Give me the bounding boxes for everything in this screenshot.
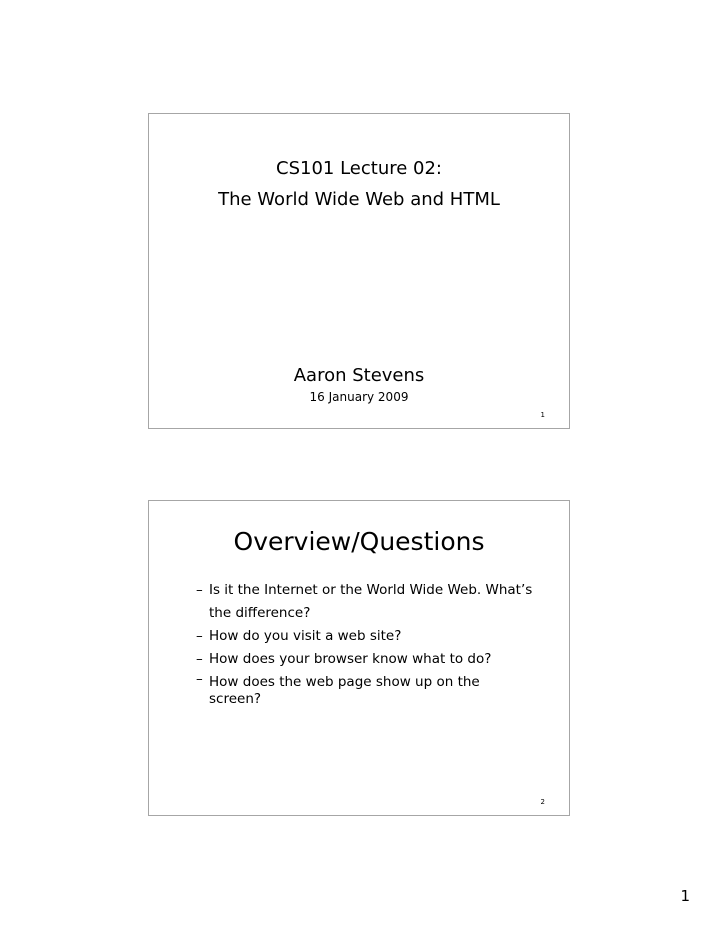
bullet-text: Is it the Internet or the World Wide Web. What’s the difference?	[209, 582, 533, 621]
presentation-date: 16 January 2009	[309, 390, 409, 404]
bullet-item	[196, 579, 536, 625]
page-number: 1	[680, 887, 690, 905]
bullet-text: How do you visit a web site?	[209, 628, 402, 644]
bullet-item	[196, 671, 536, 708]
bullet-item	[196, 648, 536, 671]
slide-heading: Overview/Questions	[233, 527, 485, 556]
bullet-dash: –	[196, 628, 203, 644]
slide-title-line-1: CS101 Lecture 02:	[276, 158, 442, 179]
bullet-text: How does your browser know what to do?	[209, 651, 492, 667]
bullet-item	[196, 625, 536, 648]
bullet-text: How does the web page show up on the screen?	[209, 674, 480, 707]
bullet-dash: –	[196, 651, 203, 667]
bullet-list	[196, 579, 536, 708]
slide-2	[148, 500, 570, 816]
slide-1	[148, 113, 570, 429]
slide-title-line-2: The World Wide Web and HTML	[218, 189, 500, 210]
bullet-dash: –	[196, 671, 203, 687]
slide-number: 2	[540, 798, 545, 806]
author-name: Aaron Stevens	[293, 365, 425, 386]
slide-number: 1	[540, 411, 545, 419]
bullet-dash: –	[196, 582, 203, 598]
